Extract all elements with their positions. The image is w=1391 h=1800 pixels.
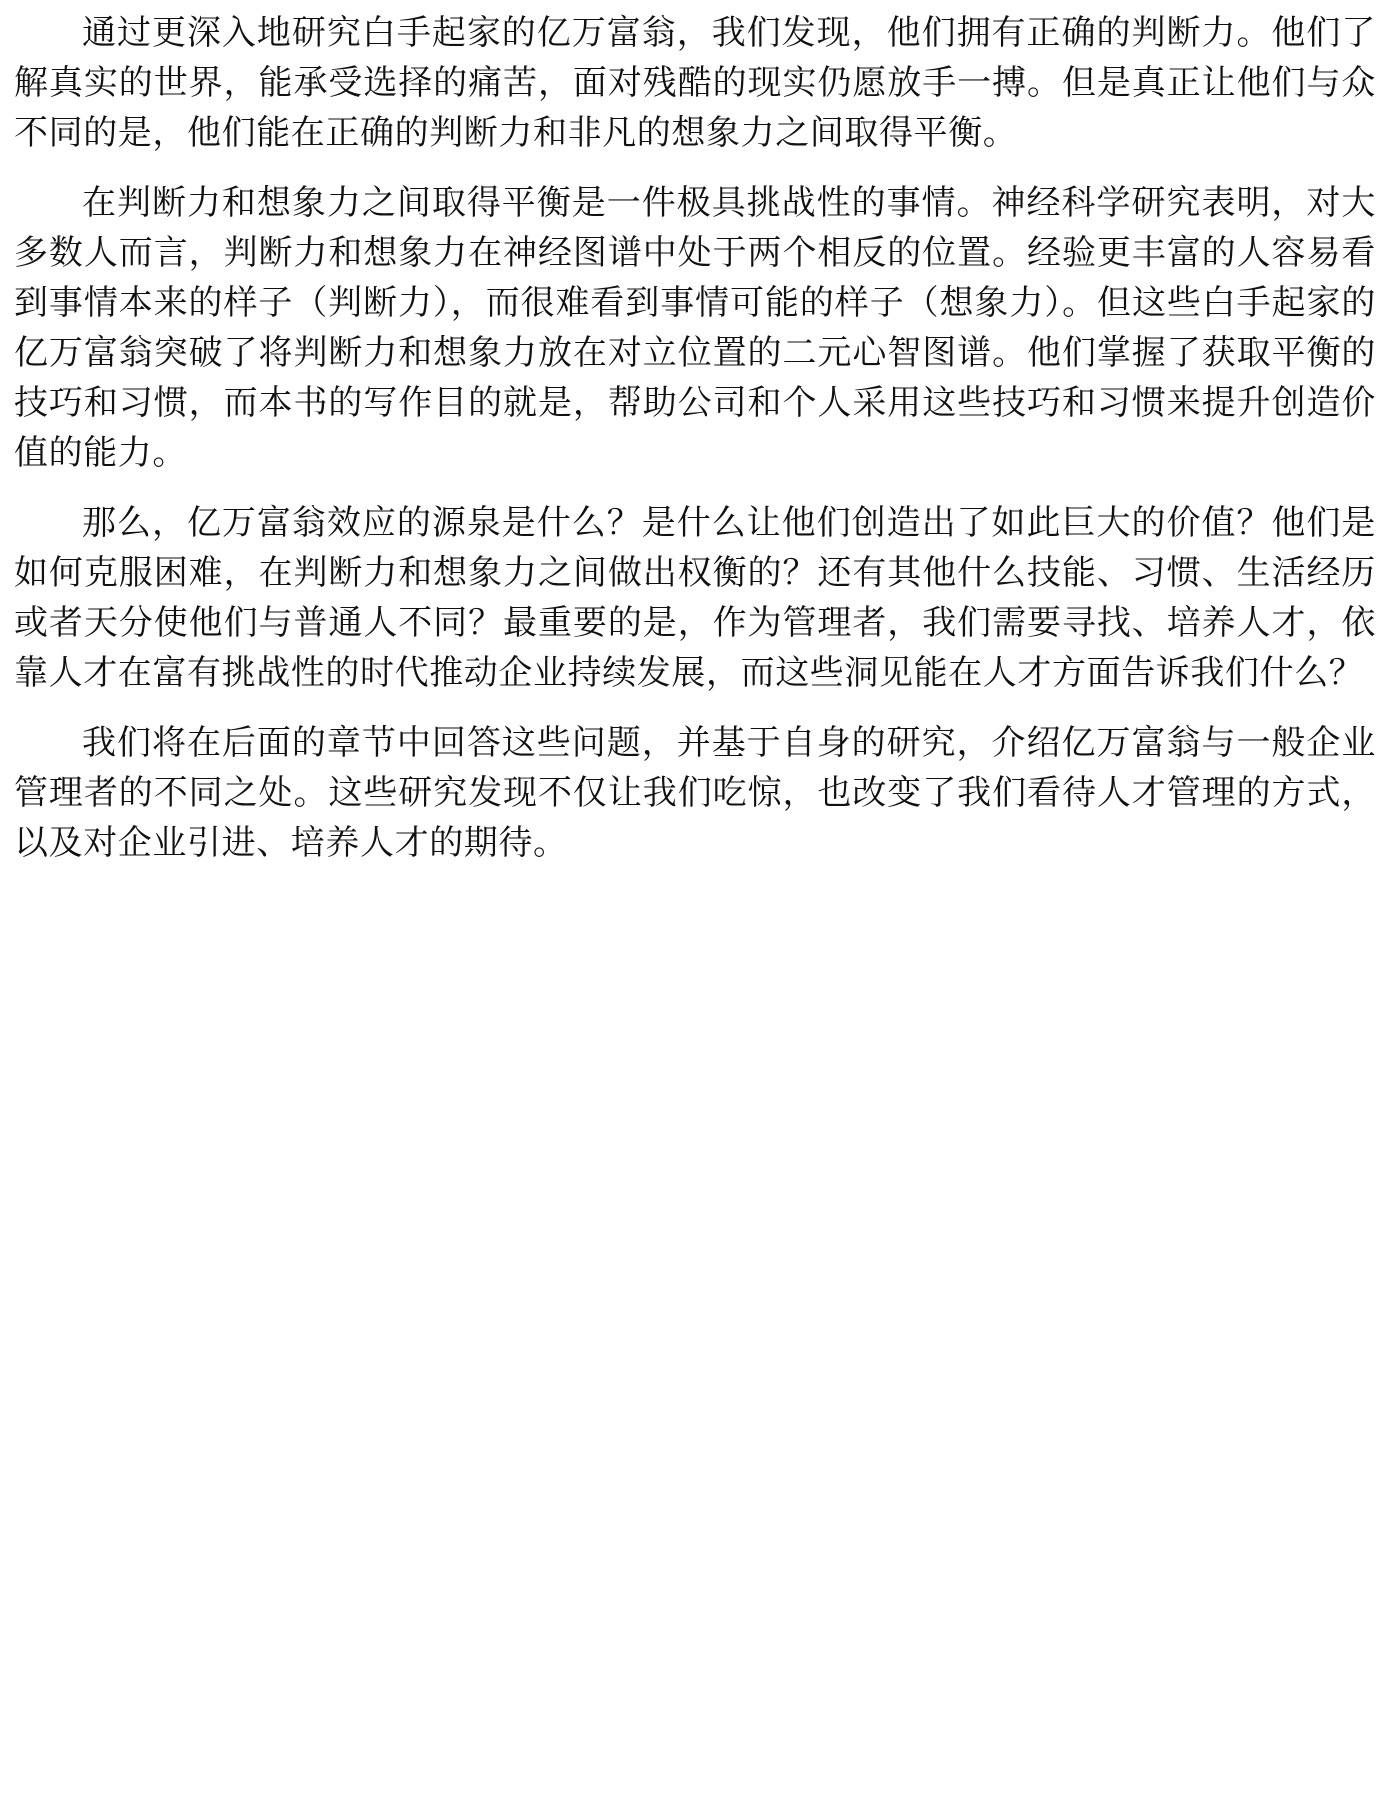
paragraph-4: 我们将在后面的章节中回答这些问题，并基于自身的研究，介绍亿万富翁与一般企业管理者的不同之处。这些研究发现不仅让我们吃惊，也改变了我们看待人才管理的方式，以及对企业引进、培养人才的期待。 (14, 723, 1376, 863)
paragraph-1: 通过更深入地研究白手起家的亿万富翁，我们发现，他们拥有正确的判断力。他们了解真实的世界，能承受选择的痛苦，面对残酷的现实仍愿放手一搏。但是真正让他们与众不同的是，他们能在正确的判断力和非凡的想象力之间取得平衡。 (14, 13, 1376, 153)
paragraph-2: 在判断力和想象力之间取得平衡是一件极具挑战性的事情。神经科学研究表明，对大多数人而言，判断力和想象力在神经图谱中处于两个相反的位置。经验更丰富的人容易看到事情本来的样子（判断力），而很难看到事情可能的样子（想象力）。但这些白手起家的亿万富翁突破了将判断力和想象力放在对立位置的二元心智图谱。他们掌握了获取平衡的技巧和习惯，而本书的写作目的就是，帮助公司和个人采用这些技巧和习惯来提升创造价值的能力。 (14, 183, 1376, 473)
paragraph-3: 那么，亿万富翁效应的源泉是什么？是什么让他们创造出了如此巨大的价值？他们是如何克服困难，在判断力和想象力之间做出权衡的？还有其他什么技能、习惯、生活经历或者天分使他们与普通人不同？最重要的是，作为管理者，我们需要寻找、培养人才，依靠人才在富有挑战性的时代推动企业持续发展，而这些洞见能在人才方面告诉我们什么？ (14, 503, 1376, 693)
document-page (14, 8, 1376, 888)
